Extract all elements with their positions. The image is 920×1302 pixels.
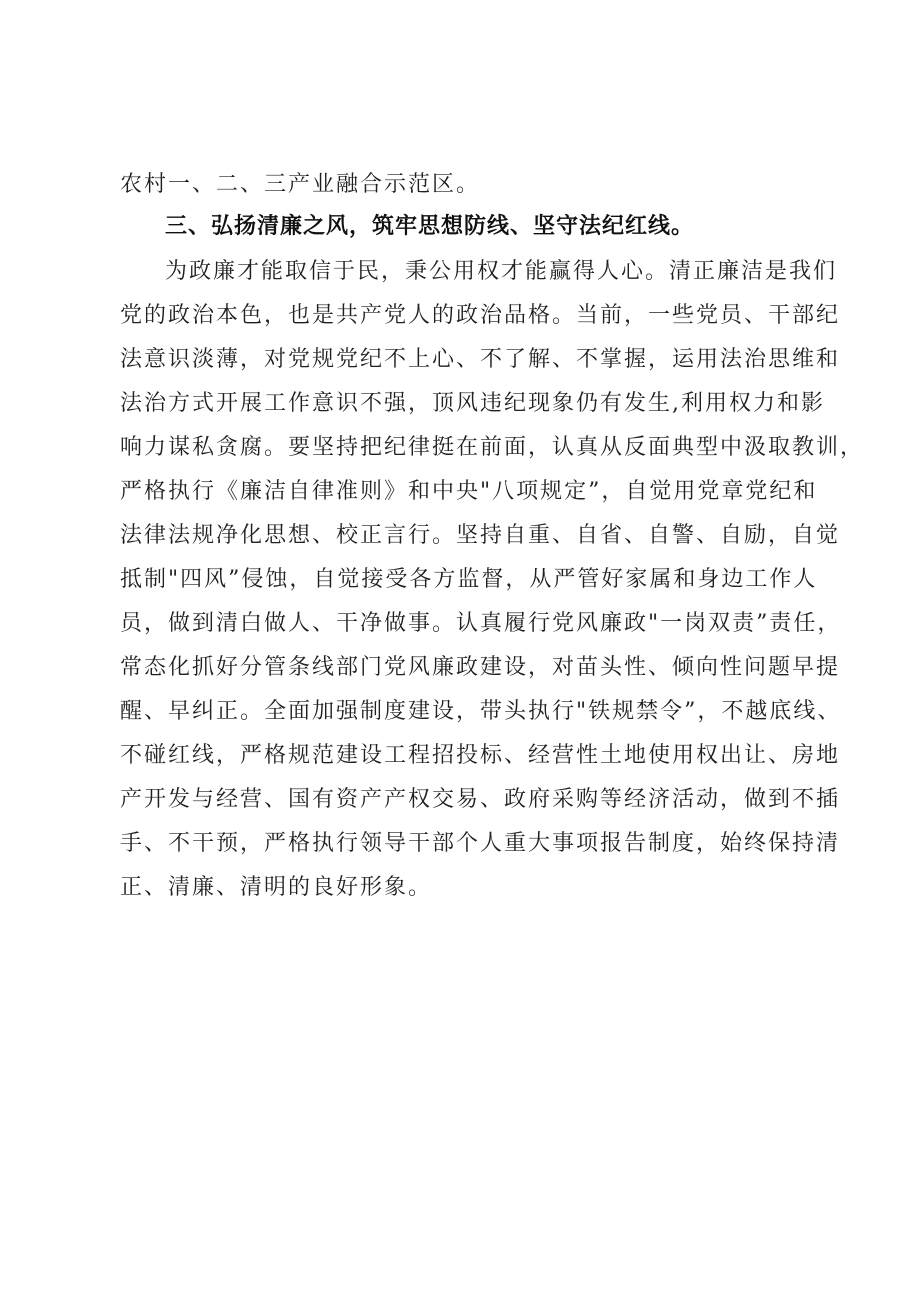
paragraph-line-2: 党的政治本色，也是共产党人的政治品格。当前，一些党员、干部纪: [120, 303, 841, 328]
paragraph-line-11: 醒、早纠正。全面加强制度建设，带头执行"铁规禁令”，不越底线、: [120, 699, 842, 724]
paragraph-line-1: 为政廉才能取信于民，秉公用权才能赢得人心。清正廉洁是我们: [165, 259, 838, 284]
section-heading: 三、弘扬清廉之风，筑牢思想防线、坚守法纪红线。: [165, 214, 695, 239]
paragraph-line-5: 响力谋私贪腐。要坚持把纪律挺在前面，认真从反面典型中汲取教训，: [120, 435, 865, 460]
paragraph-line-14: 手、不干预，严格执行领导干部个人重大事项报告制度，始终保持清: [120, 831, 841, 856]
paragraph-line-8: 抵制"四风”侵蚀，自觉接受各方监督，从严管好家属和身边工作人: [120, 567, 818, 592]
paragraph-line-6: 严格执行《廉洁自律准则》和中央"八项规定”，自觉用党章党纪和: [120, 479, 818, 504]
paragraph-line-15: 正、清廉、清明的良好形象。: [120, 875, 433, 900]
lead-line: 农村一、二、三产业融合示范区。: [120, 172, 481, 197]
paragraph-line-4: 法治方式开展工作意识不强，顶风违纪现象仍有发生,利用权力和影: [120, 391, 825, 416]
paragraph-line-13: 产开发与经营、国有资产产权交易、政府采购等经济活动，做到不插: [120, 787, 841, 812]
paragraph-line-10: 常态化抓好分管条线部门党风廉政建设，对苗头性、倾向性问题早提: [120, 655, 841, 680]
paragraph-line-9: 员，做到清白做人、干净做事。认真履行党风廉政"一岗双责”责任，: [120, 611, 842, 636]
paragraph-line-3: 法意识淡薄，对党规党纪不上心、不了解、不掌握，运用法治思维和: [120, 347, 841, 372]
paragraph-line-7: 法律法规净化思想、校正言行。坚持自重、自省、自警、自励，自觉: [120, 523, 841, 548]
paragraph-line-12: 不碰红线，严格规范建设工程招投标、经营性土地使用权出让、房地: [120, 743, 841, 768]
